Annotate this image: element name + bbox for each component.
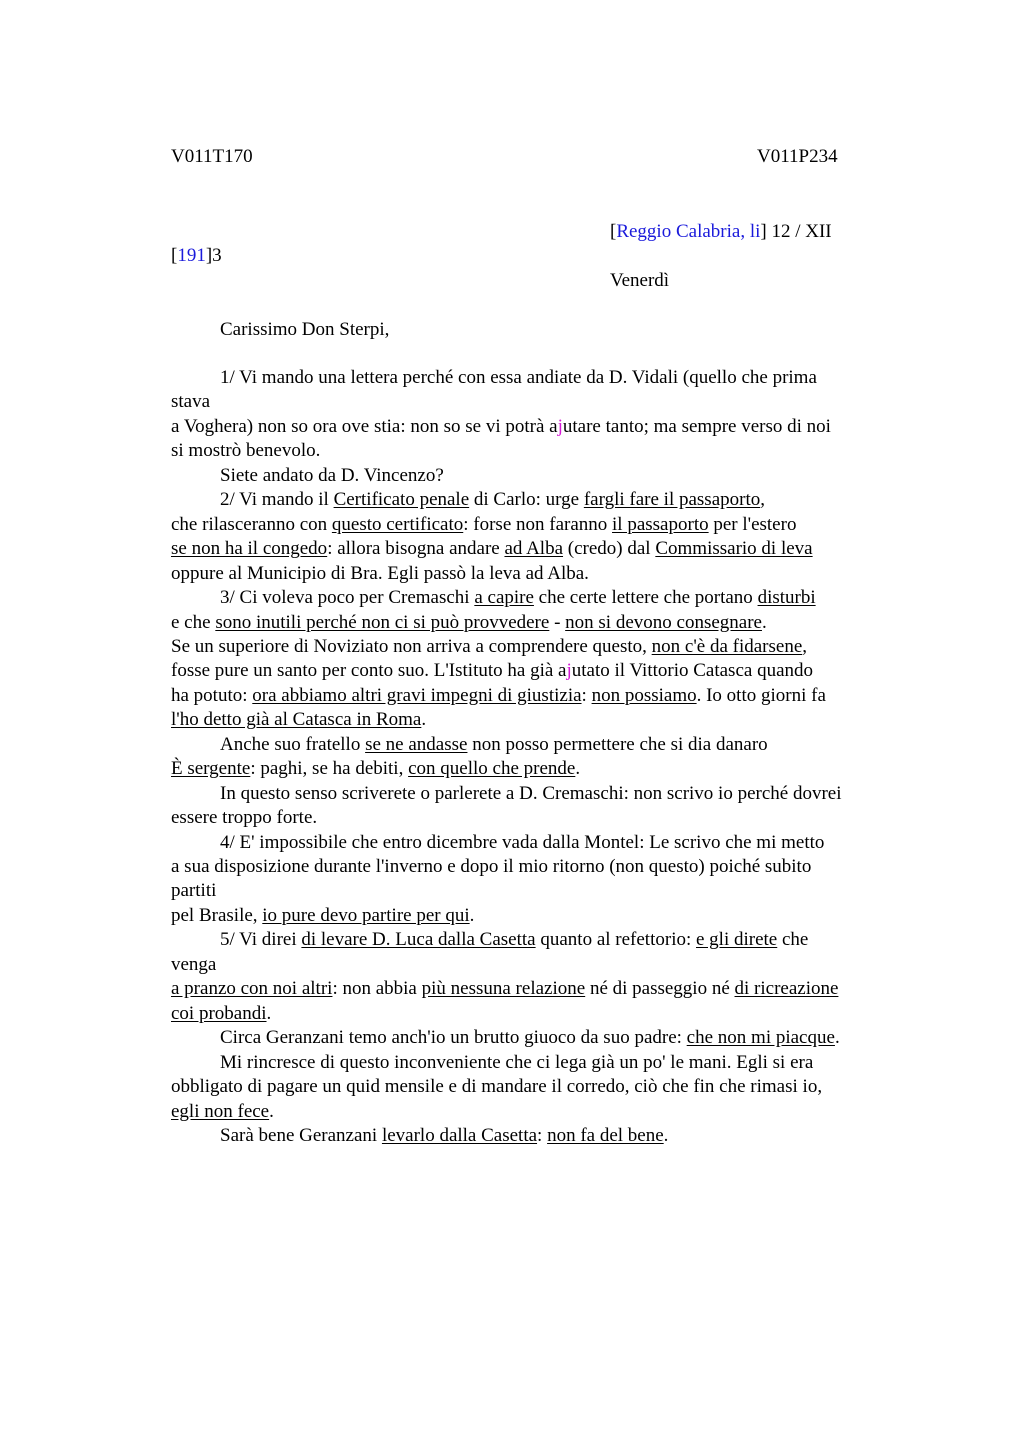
- highlighted-letter: j: [557, 415, 563, 437]
- text-segment: di Carlo: urge: [469, 489, 584, 511]
- text-segment: essere troppo forte.: [171, 807, 318, 829]
- text-segment: quanto al refettorio:: [535, 929, 696, 951]
- bracket-close: ]: [760, 221, 767, 242]
- underlined-text: se non ha il congedo: [171, 538, 328, 560]
- text-line: [171, 611, 767, 635]
- text-line: [171, 806, 317, 830]
- text-line: [171, 1100, 274, 1124]
- text-segment: . Io otto giorni fa: [696, 684, 826, 706]
- dateline-year: [171, 245, 222, 267]
- text-segment: pel Brasile,: [171, 904, 263, 926]
- text-segment: che: [777, 929, 809, 951]
- underlined-text: con quello che prende: [408, 758, 576, 780]
- text-segment: :: [537, 1124, 548, 1146]
- text-line: [171, 757, 580, 781]
- underlined-text: sono inutili perché non ci si può provvedere: [215, 611, 550, 633]
- text-segment: 1/ Vi mando una lettera perché con essa andiate da D. Vidali (quello che prima: [220, 367, 817, 388]
- text-segment: .: [269, 1100, 274, 1122]
- underlined-text: l'ho detto già al Catasca in Roma: [171, 709, 422, 731]
- text-segment: -: [549, 611, 566, 633]
- text-line: [220, 733, 768, 757]
- text-segment: .: [663, 1124, 669, 1146]
- text-segment: non posso permettere che si dia danaro: [467, 733, 768, 755]
- text-segment: 4/ E' impossibile che entro dicembre vada dalla Montel: Le scrivo che mi metto: [220, 831, 825, 853]
- text-line: [171, 659, 813, 683]
- text-segment: partiti: [171, 880, 217, 902]
- underlined-text: di levare D. Luca dalla Casetta: [301, 929, 536, 951]
- text-segment: a sua disposizione durante l'inverno e dopo il mio ritorno (non questo) poiché subito: [171, 856, 812, 877]
- text-segment: .: [469, 904, 475, 926]
- text-segment: Mi rincresce di questo inconveniente che ci lega già un po' le mani. Egli si era: [220, 1051, 814, 1073]
- underlined-text: questo certificato: [331, 513, 464, 535]
- text-segment: venga: [171, 953, 217, 975]
- text-line: [171, 439, 320, 463]
- underlined-text: di ricreazione: [734, 978, 839, 1000]
- text-line: [171, 684, 826, 708]
- text-segment: Circa Geranzani temo anch'io un brutto giuoco da suo padre:: [220, 1027, 687, 1049]
- underlined-text: io pure devo partire per qui: [262, 904, 470, 926]
- header-left-code: V011T170: [171, 146, 253, 167]
- text-line: [171, 1075, 822, 1099]
- text-line: [220, 831, 824, 855]
- text-line: [220, 586, 816, 610]
- underlined-text: Commissario di leva: [655, 538, 813, 560]
- text-line: [220, 1051, 813, 1075]
- underlined-text: il passaporto: [612, 513, 709, 535]
- text-line: [171, 635, 807, 659]
- bracket-open: [: [610, 221, 617, 242]
- underlined-text: se ne andasse: [365, 733, 468, 755]
- text-segment: .: [834, 1027, 840, 1049]
- text-segment: : paghi, se ha debiti,: [250, 758, 409, 780]
- text-segment: .: [266, 1002, 272, 1024]
- underlined-text: non possiamo: [591, 684, 697, 706]
- text-segment: Anche suo fratello: [220, 733, 366, 755]
- text-segment: .: [421, 709, 427, 731]
- text-line: [171, 708, 426, 732]
- text-line: [220, 366, 817, 390]
- text-line: [171, 562, 589, 586]
- underlined-text: a capire: [474, 587, 534, 609]
- text-segment: : forse non faranno: [463, 513, 613, 535]
- highlighted-letter: j: [566, 660, 572, 682]
- underlined-text: fargli fare il passaporto: [583, 489, 761, 511]
- text-segment: Sarà bene Geranzani: [220, 1124, 382, 1146]
- text-segment: e che: [171, 611, 216, 633]
- underlined-text: che non mi piacque: [686, 1027, 835, 1049]
- text-segment: 2/ Vi mando il: [220, 489, 334, 511]
- text-segment: a Voghera) non so ora ove stia: non so se vi potrà a: [171, 415, 558, 437]
- header-right-code: V011P234: [757, 146, 838, 167]
- underlined-text: coi probandi: [171, 1002, 267, 1024]
- text-segment: : allora bisogna andare: [327, 538, 505, 560]
- text-line: [220, 1026, 840, 1050]
- text-segment: In questo senso scriverete o parlerete a D. Cremaschi: non scrivo io perché dovrei: [220, 782, 842, 804]
- underlined-text: più nessuna relazione: [421, 978, 586, 1000]
- text-segment: stava: [171, 391, 211, 413]
- text-segment: utato il Vittorio Catasca quando: [571, 660, 814, 682]
- text-segment: :: [581, 684, 592, 706]
- text-line: [171, 1002, 271, 1026]
- text-segment: (credo) dal: [563, 538, 656, 560]
- text-line: [220, 928, 808, 952]
- underlined-text: non c'è da fidarsene: [651, 635, 803, 657]
- underlined-text: non fa del bene: [547, 1124, 664, 1146]
- text-segment: ha potuto:: [171, 684, 253, 706]
- text-segment: Se un superiore di Noviziato non arriva a comprendere questo,: [171, 635, 652, 657]
- text-line: [171, 537, 813, 561]
- text-line: [220, 782, 842, 806]
- text-line: [171, 855, 811, 879]
- place-name: Reggio Calabria, li: [616, 221, 761, 242]
- text-line: [171, 415, 831, 439]
- underlined-text: e gli direte: [696, 929, 778, 951]
- year-bracket-close: ]3: [205, 245, 222, 266]
- underlined-text: a pranzo con noi altri: [171, 978, 333, 1000]
- text-segment: : non abbia: [332, 978, 422, 1000]
- text-segment: 5/ Vi direi: [220, 929, 302, 951]
- text-segment: si mostrò benevolo.: [171, 440, 321, 462]
- text-segment: utare tanto; ma sempre verso di noi: [562, 415, 831, 437]
- text-line: [220, 488, 765, 512]
- weekday: Venerdì: [610, 270, 670, 291]
- underlined-text: ad Alba: [504, 538, 564, 560]
- text-segment: ,: [760, 489, 765, 511]
- text-segment: ,: [802, 635, 808, 657]
- text-line: [171, 390, 210, 414]
- underlined-text: Certificato penale: [333, 489, 470, 511]
- text-segment: obbligato di pagare un quid mensile e di mandare il corredo, ciò che fin che rimasi io,: [171, 1076, 823, 1098]
- year-part: 191: [177, 245, 206, 266]
- text-segment: che certe lettere che portano: [533, 587, 758, 609]
- underlined-text: ora abbiamo altri gravi impegni di giustizia: [252, 684, 582, 706]
- text-segment: .: [761, 611, 767, 633]
- text-line: [171, 904, 474, 928]
- text-segment: oppure al Municipio di Bra. Egli passò la leva ad Alba.: [171, 562, 589, 584]
- text-segment: né di passeggio né: [585, 978, 735, 1000]
- text-segment: che rilasceranno con: [171, 513, 332, 535]
- text-line: [171, 879, 216, 903]
- text-line: [171, 953, 216, 977]
- text-line: [220, 464, 444, 488]
- underlined-text: non si devono consegnare: [565, 611, 762, 633]
- underlined-text: levarlo dalla Casetta: [381, 1124, 538, 1146]
- date-text: 12 / XII: [766, 221, 832, 242]
- text-segment: fosse pure un santo per conto suo. L'Istituto ha già a: [171, 660, 567, 682]
- underlined-text: egli non fece: [171, 1100, 270, 1122]
- year-bracket-open: [: [171, 245, 178, 266]
- dateline-place-date: [610, 221, 832, 243]
- text-segment: 3/ Ci voleva poco per Cremaschi: [220, 587, 475, 609]
- salutation: Carissimo Don Sterpi,: [220, 319, 390, 340]
- underlined-text: disturbi: [757, 587, 816, 609]
- text-line: [220, 1124, 668, 1148]
- text-segment: per l'estero: [708, 513, 797, 535]
- text-segment: Siete andato da D. Vincenzo?: [220, 464, 444, 486]
- text-segment: .: [575, 758, 581, 780]
- underlined-text: È sergente: [171, 758, 251, 780]
- text-line: [171, 513, 796, 537]
- text-line: [171, 977, 838, 1001]
